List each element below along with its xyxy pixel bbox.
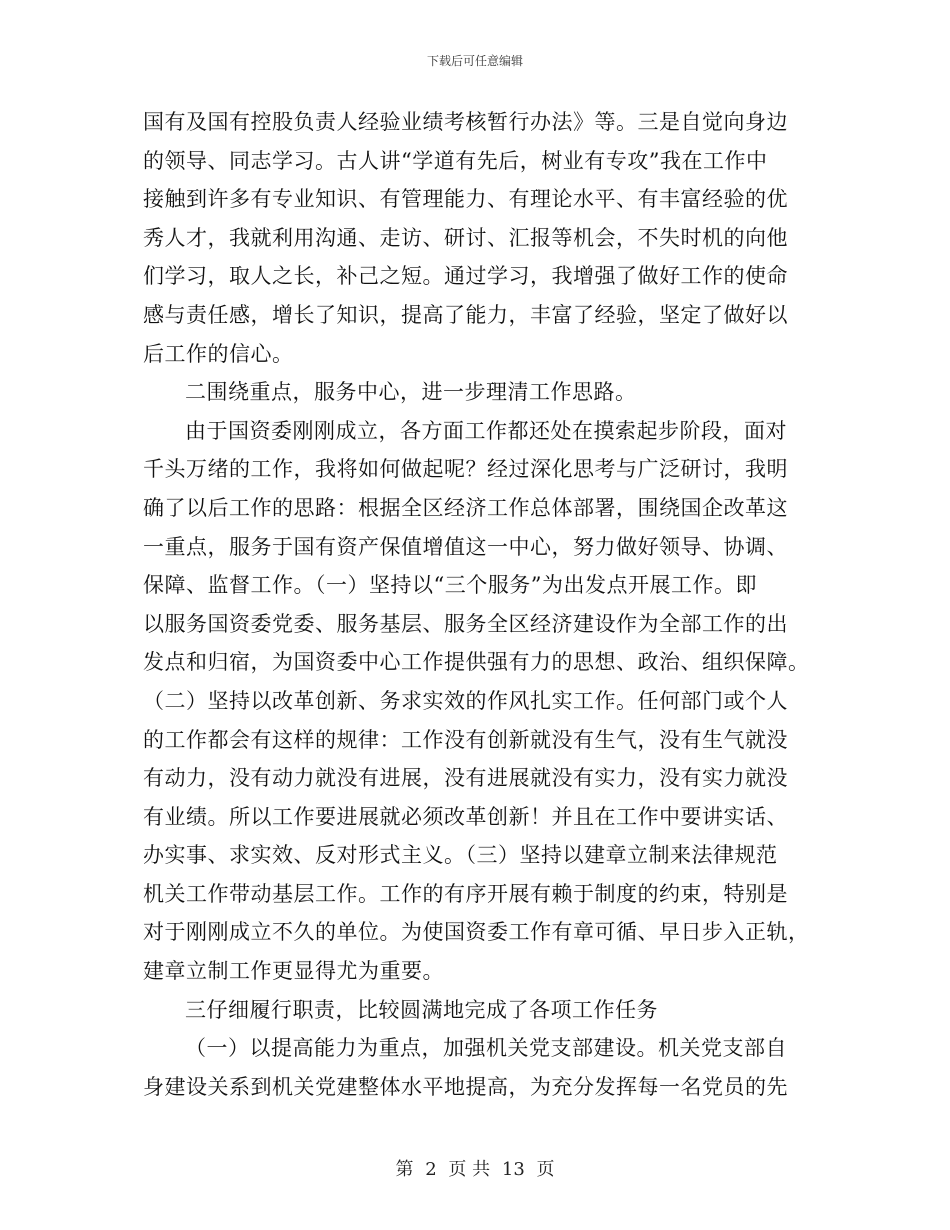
text-line: 以服务国资委党委、服务基层、服务全区经济建设作为全部工作的出 [143, 611, 788, 636]
text-line: 的领导、同志学习。古人讲“学道有先后，树业有专攻”我在工作中 [143, 148, 768, 173]
text-line: （一）以提高能力为重点，加强机关党支部建设。机关党支部自 [185, 1036, 787, 1061]
footer-prefix: 第 [395, 1159, 414, 1180]
text-line: 一重点，服务于国有资产保值增值这一中心，努力做好领导、协调、 [143, 534, 788, 559]
document-body [143, 103, 810, 1106]
text-line: 有动力，没有动力就没有进展，没有进展就没有实力，没有实力就没 [143, 766, 788, 791]
footer-middle: 页 共 [448, 1159, 491, 1180]
text-line: 有业绩。所以工作要进展就必须改革创新！并且在工作中要讲实话、 [143, 804, 788, 829]
text-line: 接触到许多有专业知识、有管理能力、有理论水平、有丰富经验的优 [143, 187, 788, 212]
current-page-number: 2 [425, 1159, 437, 1180]
page-footer [0, 1155, 950, 1181]
text-line: 国有及国有控股负责人经验业绩考核暂行办法》等。三是自觉向身边 [143, 110, 788, 134]
text-line: 发点和归宿，为国资委中心工作提供强有力的思想、政治、组织保障。 [143, 650, 810, 675]
text-line: 办实事、求实效、反对形式主义。（三）坚持以建章立制来法律规范 [143, 843, 778, 868]
text-line: 对于刚刚成立不久的单位。为使国资委工作有章可循、早日步入正轨， [143, 920, 810, 945]
text-line: 建章立制工作更显得尤为重要。 [143, 959, 444, 984]
text-line: 身建设关系到机关党建整体水平地提高，为充分发挥每一名党员的先 [143, 1074, 788, 1099]
text-line: 保障、监督工作。（一）坚持以“三个服务”为出发点开展工作。即 [143, 573, 757, 598]
text-line: 们学习，取人之长，补己之短。通过学习，我增强了做好工作的使命 [143, 264, 788, 289]
section-heading: 二围绕重点，服务中心，进一步理清工作思路。 [185, 380, 637, 405]
text-line: 的工作都会有这样的规律：工作没有创新就没有生气，没有生气就没 [143, 727, 788, 752]
footer-suffix: 页 [536, 1159, 555, 1180]
text-line: 后工作的信心。 [143, 341, 294, 366]
section-heading: 三仔细履行职责，比较圆满地完成了各项工作任务 [185, 997, 658, 1022]
text-line: 千头万绪的工作，我将如何做起呢？经过深化思考与广泛研讨，我明 [143, 457, 788, 482]
header-text: 下载后可任意编辑 [426, 54, 523, 68]
text-line: 感与责任感，增长了知识，提高了能力，丰富了经验，坚定了做好以 [143, 302, 788, 327]
text-line: 由于国资委刚刚成立，各方面工作都还处在摸索起步阶段，面对 [185, 418, 787, 443]
text-line: 机关工作带动基层工作。工作的有序开展有赖于制度的约束，特别是 [143, 881, 788, 906]
page-header [0, 52, 950, 69]
text-line: 秀人才，我就利用沟通、走访、研讨、汇报等机会，不失时机的向他 [143, 225, 788, 250]
text-line: （二）坚持以改革创新、务求实效的作风扎实工作。任何部门或个人 [143, 688, 788, 713]
text-line: 确了以后工作的思路：根据全区经济工作总体部署，围绕国企改革这 [143, 495, 788, 520]
total-page-count: 13 [501, 1159, 525, 1180]
